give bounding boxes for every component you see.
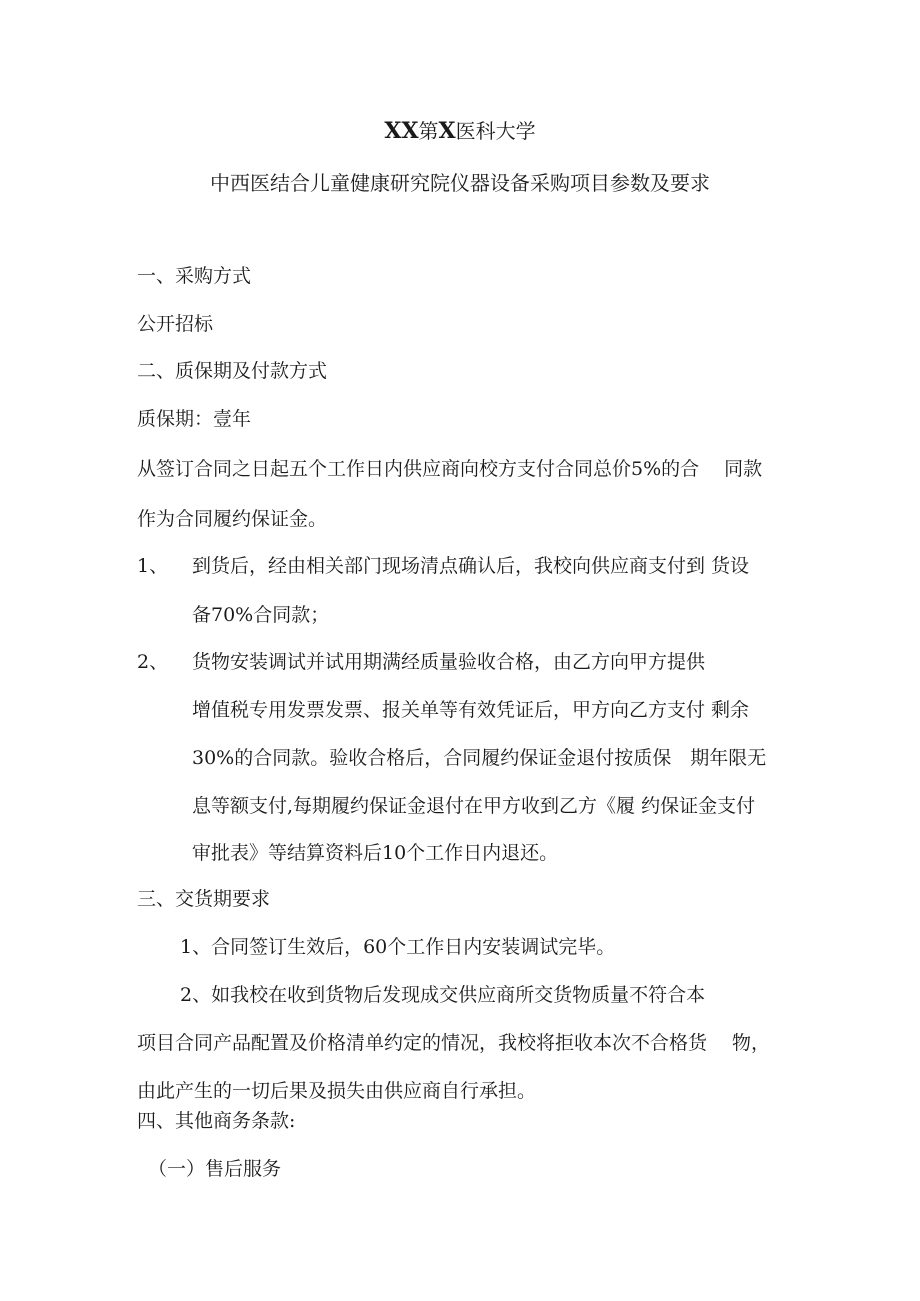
section-3-item-2-line-1: 2、如我校在收到货物后发现成交供应商所交货物质量不符合本 <box>180 984 706 1006</box>
title-part-di: 第 <box>418 119 439 143</box>
list-item-2-number: 2、 <box>137 651 169 673</box>
section-2-heading: 二、质保期及付款方式 <box>137 360 328 382</box>
list-item-2-line-5: 审批表》等结算资料后10个工作日内退还。 <box>192 842 559 864</box>
section-4-subheading-1: （一）售后服务 <box>148 1158 282 1180</box>
document-subtitle: 中西医结合儿童健康研究院仪器设备采购项目参数及要求 <box>210 171 710 195</box>
section-1-body: 公开招标 <box>137 313 214 335</box>
list-item-1-line-1: 到货后，经由相关部门现场清点确认后，我校向供应商支付到 货设 <box>192 555 750 577</box>
section-2-paragraph-line-1: 从签订合同之日起五个工作日内供应商向校方支付合同总价5%的合 同款 <box>137 458 763 480</box>
section-4-heading: 四、其他商务条款: <box>137 1110 296 1132</box>
list-item-2-line-4: 息等额支付,每期履约保证金退付在甲方收到乙方《履 约保证金支付 <box>192 795 756 817</box>
section-1-heading: 一、采购方式 <box>137 265 252 287</box>
document-title <box>0 118 920 144</box>
title-part-x: X <box>438 118 456 144</box>
section-3-item-2-line-3: 由此产生的一切后果及损失由供应商自行承担。 <box>137 1080 537 1102</box>
title-part-university: 医科大学 <box>455 119 536 143</box>
list-item-2-line-2: 增值税专用发票发票、报关单等有效凭证后，甲方向乙方支付 剩余 <box>192 699 750 721</box>
list-item-2-line-1: 货物安装调试并试用期满经质量验收合格，由乙方向甲方提供 <box>192 651 706 673</box>
title-part-xx: XX <box>384 118 419 144</box>
section-2-paragraph-line-2: 作为合同履约保证金。 <box>137 508 328 530</box>
section-3-item-1: 1、合同签订生效后，60个工作日内安装调试完毕。 <box>180 936 616 958</box>
list-item-1-line-2: 备70%合同款； <box>192 604 330 626</box>
section-2-warranty: 质保期：壹年 <box>137 408 252 430</box>
section-3-item-2-line-2: 项目合同产品配置及价格清单约定的情况，我校将拒收本次不合格货 物， <box>137 1032 771 1054</box>
list-item-1-number: 1、 <box>137 555 169 577</box>
section-3-heading: 三、交货期要求 <box>137 888 271 910</box>
list-item-2-line-3: 30%的合同款。验收合格后，合同履约保证金退付按质保 期年限无 <box>192 747 767 769</box>
